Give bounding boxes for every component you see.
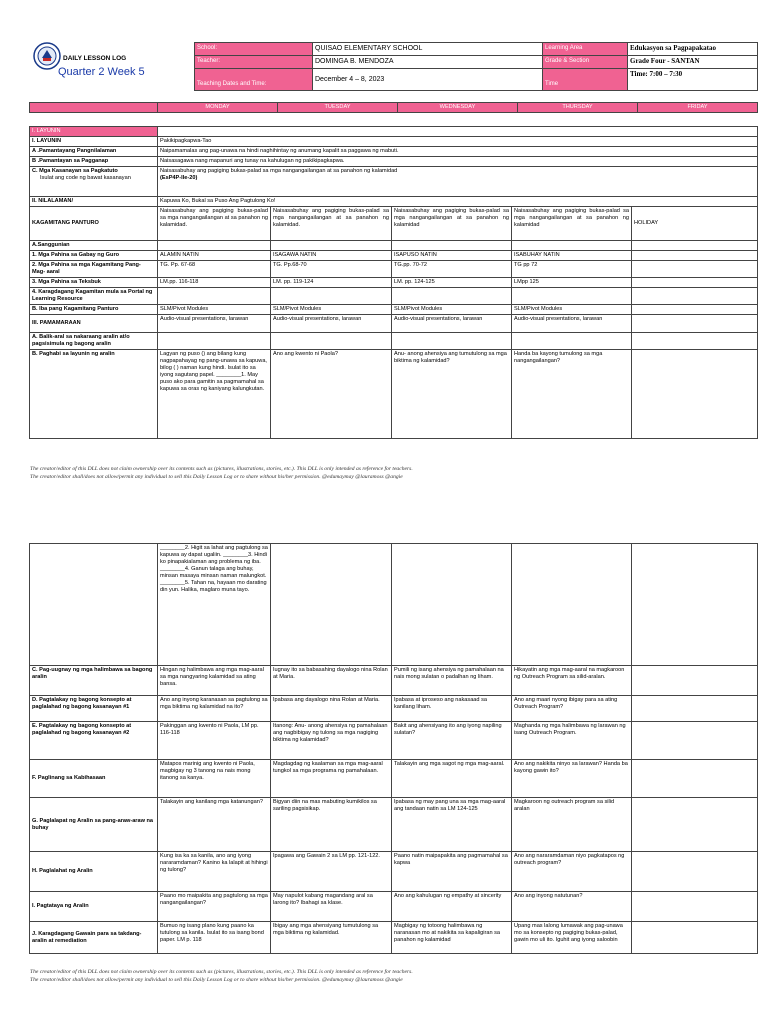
- area-value: Edukasyon sa Pagpapakatao: [628, 43, 758, 56]
- layunin-value: Pakikipagkapwa-Tao: [158, 137, 758, 147]
- teacher-label: Teacher:: [195, 56, 313, 69]
- pamantayan-pagganap-label: B .Pamantayan sa Pagganap: [30, 157, 158, 167]
- paglalahat-wednesday: Paano natin maipapakita ang pagmamahal sa kapwa: [392, 852, 512, 892]
- pagtalakay-2-thursday: Maghanda ng mga halimbawa ng larawan ng isang Outreach Program.: [512, 722, 632, 760]
- paghabi-tuesday: Ano ang kwento ni Paola?: [271, 350, 392, 439]
- dates-value: December 4 – 8, 2023: [313, 69, 543, 91]
- iba-pang-kagamitan-monday: SLM/Pivot Modules: [158, 305, 271, 315]
- header-info-table: [194, 42, 758, 91]
- paglinang-wednesday: Talakayin ang mga sagot ng mga mag-aaral.: [392, 760, 512, 798]
- paglalahat-tuesday: Ipagawa ang Gawain 2 sa LM pp. 121-122.: [271, 852, 392, 892]
- pamamaraan-wednesday: Audio-visual presentations, larawan: [392, 315, 512, 333]
- paglalahat-label: H. Paglalahat ng Aralin: [30, 852, 158, 892]
- time-value: Time: 7:00 – 7:30: [628, 69, 758, 91]
- disclaimer-line1: The creator/editor of this DLL does not claim ownership over its contents such as (pictures, illustrations, stories, etc.). This DLL is only intended as reference for teachers.: [30, 466, 413, 472]
- paghabi-thursday: Handa ba kayong tumulong sa mga nangangailangan?: [512, 350, 632, 439]
- day-tuesday: TUESDAY: [278, 103, 398, 113]
- lesson-table-page2: [29, 543, 758, 954]
- grade-value: Grade Four - SANTAN: [628, 56, 758, 69]
- day-thursday: THURSDAY: [518, 103, 638, 113]
- kagamitang-tuesday: Naisasabuhay ang pagiging bukas-palad sa mga nangangailangan at sa panahon ng kalamidad.: [271, 207, 392, 241]
- area-label: Learning Area: [543, 43, 628, 56]
- kagamitang-panturo-label: KAGAMITANG PANTURO: [30, 207, 158, 241]
- gabay-guro-monday: ALAMIN NATIN: [158, 251, 271, 261]
- iba-pang-kagamitan-label: B. Iba pang Kagamitang Panturo: [30, 305, 158, 315]
- kagamitang-wednesday: Naisasabuhay ang pagiging bukas-palad sa mga nangangailangan at sa panahon ng kalamidad: [392, 207, 512, 241]
- deped-seal: [33, 42, 61, 70]
- pamamaraan-thursday: Audio-visual presentations, larawan: [512, 315, 632, 333]
- karagdagang-gawain-tuesday: Ibigay ang mga ahensiyang tumutulong sa mga biktima ng kalamidad.: [271, 922, 392, 954]
- kagamitang-mag-aaral-label: 2. Mga Pahina sa mga Kagamitang Pang- Mag- aaral: [30, 261, 158, 278]
- paglalapat-tuesday: Bigyan diin na mas mabuting kumikilos sa sariling pagsisikap.: [271, 798, 392, 852]
- kasanayan-label: C. Mga Kasanayan sa Pagkatuto: [32, 168, 118, 174]
- quarter-title: Quarter 2 Week 5: [58, 66, 145, 78]
- pagtalakay-2-monday: Pakinggan ang kwento ni Paola, LM pp. 116-118: [158, 722, 271, 760]
- layunin-label: I. LAYUNIN: [30, 137, 158, 147]
- day-monday: MONDAY: [158, 103, 278, 113]
- paglalahat-monday: Kung isa ka sa kanila, ano ang iyong nararamdaman? Kanino ka lalapit at hihingi ng tulong?: [158, 852, 271, 892]
- paglalapat-monday: Talakayin ang kanilang mga katanungan?: [158, 798, 271, 852]
- grade-label: Grade & Section: [543, 56, 628, 69]
- teacher-value: DOMINGA B. MENDOZA: [313, 56, 543, 69]
- paglinang-thursday: Ano ang nakikita ninyo sa larawan? Handa ba kayong gawin ito?: [512, 760, 632, 798]
- pagtalakay-2-tuesday: Itanong: Anu- anong ahensiya ng pamahalaan ang nagbibigay ng tulong sa mga nagiging biktima ng kalamidad?: [271, 722, 392, 760]
- school-value: QUISAO ELEMENTARY SCHOOL: [313, 43, 543, 56]
- pagtataya-monday: Paano mo maipakita ang pagtulong sa mga nangangailangan?: [158, 892, 271, 922]
- pag-uugnay-wednesday: Pumili ng isang ahensiya ng pamahalaan na nais mong sulatan o padalhan ng liham.: [392, 666, 512, 696]
- kagamitang-mag-aaral-wednesday: TG.pp. 70-72: [392, 261, 512, 278]
- iba-pang-kagamitan-tuesday: SLM/Pivot Modules: [271, 305, 392, 315]
- dll-title: DAILY LESSON LOG: [63, 55, 127, 62]
- pag-uugnay-monday: Hingan ng halimbawa ang mga mag-aaral sa mga nangyaring kalamidad sa ating bansa.: [158, 666, 271, 696]
- time-label: Time: [543, 69, 628, 91]
- kagamitang-friday: HOLIDAY: [632, 207, 758, 241]
- paghabi-monday-cont: ________2. Higit sa lahat ang pagtulong sa kapuwa ay dapat ugaliin. ________3. Hindi ko pinapakialaman ang problema ng iba. ________4. Ganun talaga ang buhay, minsan masaya minsan naman malungkot. ________5. Tahan na, hayaan mo darating din yun. Halika, maglaro muna tayo.: [158, 544, 271, 666]
- disclaimer-page2: [30, 969, 760, 984]
- paghabi-wednesday: Anu- anong ahensiya ang tumutulong sa mga biktima ng kalamidad?: [392, 350, 512, 439]
- kasanayan-label-cell: [30, 167, 158, 197]
- pagtalakay-1-thursday: Ano ang maari nyong ibigay para sa ating Outreach Program?: [512, 696, 632, 722]
- karagdagang-gawain-wednesday: Magbigay ng totoong halimbawa ng naranasan mo at nakikita sa kapaligiran sa panahon ng kalamidad: [392, 922, 512, 954]
- karagdagang-gawain-monday: Bumuo ng isang plano kung paano ka tutulong sa kanila. Isulat ito sa isang bond paper. LM p. 118: [158, 922, 271, 954]
- pagtataya-tuesday: May napulot kabang magandang aral sa larong ito? Ibahagi sa klase.: [271, 892, 392, 922]
- pagtalakay-1-label: D. Pagtalakay ng bagong konsepto at paglalahad ng bagong kasanayan #1: [30, 696, 158, 722]
- paglalapat-label: G. Paglalapat ng Aralin sa pang-araw-araw na buhay: [30, 798, 158, 852]
- pamantayang-pangnilalaman-value: Naipamamalas ang pag-unawa na hindi naghihintay ng anumang kapalit sa paggawa ng mabuti.: [158, 147, 758, 157]
- pagtataya-thursday: Ano ang inyong natutunan?: [512, 892, 632, 922]
- gabay-guro-wednesday: ISAPUSO NATIN: [392, 251, 512, 261]
- paghabi-layunin-label: B. Paghabi sa layunin ng aralin: [30, 350, 158, 439]
- day-friday: FRIDAY: [638, 103, 758, 113]
- paglalahat-thursday: Ano ang nararamdaman niyo pagkatapos ng outreach program?: [512, 852, 632, 892]
- teksbuk-thursday: LMpp 125: [512, 278, 632, 288]
- iba-pang-kagamitan-wednesday: SLM/Pivot Modules: [392, 305, 512, 315]
- pagtalakay-1-wednesday: Ipabasa at iproseso ang nakasaad sa kanilang liham.: [392, 696, 512, 722]
- karagdagang-gawain-thursday: Upang mas lalong lumawak ang pag-unawa mo sa konsepto ng pagiging bukas-palad, gawin mo uli ito. Iguhit ang iyong saloobin: [512, 922, 632, 954]
- kagamitang-mag-aaral-thursday: TG pp 72: [512, 261, 632, 278]
- disclaimer-line2: The creator/editor shall/does not allow/permit any individual to sell this Daily Lesson Log or to share without his/her permission. @edumaymay @lauramoss @angie: [30, 473, 403, 480]
- day-header-row: [29, 102, 758, 113]
- pamamaraan-monday: Audio-visual presentations, larawan: [158, 315, 271, 333]
- pagtalakay-1-monday: Ano ang inyong karanasan sa pagtulong sa mga biktima ng kalamidad na ito?: [158, 696, 271, 722]
- pagtataya-label: I. Pagtataya ng Aralin: [30, 892, 158, 922]
- iba-pang-kagamitan-thursday: SLM/Pivot Modules: [512, 305, 632, 315]
- kasanayan-value: Naisasabuhay ang pagiging bukas-palad sa mga nangangailangan at sa panahon ng kalamidad: [160, 168, 398, 174]
- layunin-banner: I. LAYUNIN: [30, 127, 158, 137]
- kasanayan-value-cell: [158, 167, 758, 197]
- balik-aral-label: A. Balik-aral sa nakaraang aralin at/o pagsisimula ng bagong aralin: [30, 333, 158, 350]
- teksbuk-tuesday: LM. pp. 119-124: [271, 278, 392, 288]
- gabay-guro-tuesday: ISAGAWA NATIN: [271, 251, 392, 261]
- pamantayan-pagganap-value: Naisasagawa nang mapanuri ang tunay na kahulugan ng pakikipagkapwa.: [158, 157, 758, 167]
- disclaimer-line2: The creator/editor shall/does not allow/permit any individual to sell this Daily Lesson Log or to share without his/her permission. @edumaymay @lauramoss @angie: [30, 976, 403, 983]
- school-label: School:: [195, 43, 313, 56]
- pamantayang-pangnilalaman-label: A .Pamantayang Pangnilalaman: [30, 147, 158, 157]
- pagtalakay-1-tuesday: Ipabasa ang dayalogo nina Rolan at Maria.: [271, 696, 392, 722]
- pamamaraan-label: III. PAMAMARAAN: [30, 315, 158, 333]
- kagamitang-mag-aaral-monday: TG. Pp. 67-68: [158, 261, 271, 278]
- kasanayan-code: (EsP4P-IIe-20): [160, 175, 198, 181]
- gabay-guro-label: 1. Mga Pahina sa Gabay ng Guro: [30, 251, 158, 261]
- pag-uugnay-thursday: Hikayatin ang mga mag-aaral na magkaroon ng Outreach Program sa silid-aralan.: [512, 666, 632, 696]
- teksbuk-monday: LM.pp. 116-118: [158, 278, 271, 288]
- pag-uugnay-label: C. Pag-uugnay ng mga halimbawa sa bagong aralin: [30, 666, 158, 696]
- gabay-guro-thursday: ISABUHAY NATIN: [512, 251, 632, 261]
- pagtalakay-2-label: E. Pagtalakay ng bagong konsepto at paglalahad ng bagong kasanayan #2: [30, 722, 158, 760]
- kasanayan-sublabel: Isulat ang code ng bawat kasanayan: [40, 175, 131, 181]
- nilalaman-value: Kapuwa Ko, Bukal sa Puso Ang Pagtulong Ko!: [158, 197, 758, 207]
- lesson-table-page1: [29, 126, 758, 439]
- pagtataya-wednesday: Ano ang kahulugan ng empathy at sincerity: [392, 892, 512, 922]
- paglalapat-wednesday: Ipabasa ng may pang una sa mga mag-aaral ang tandaan natin sa LM 124-125: [392, 798, 512, 852]
- kagamitang-monday: Naisasabuhay ang pagiging bukas-palad sa mga nangangailangan at sa panahon ng kalamidad.: [158, 207, 271, 241]
- kagamitang-mag-aaral-tuesday: TG. Pp.68-70: [271, 261, 392, 278]
- kagamitang-thursday: Naisasabuhay ang pagiging bukas-palad sa mga nangangailangan at sa panahon ng kalamidad: [512, 207, 632, 241]
- disclaimer-page1: [30, 466, 760, 481]
- paghabi-monday: Lagyan ng puso () ang bilang kung nagpapahayag ng pang-unawa sa kapuwa, bilog ( ) naman kung hindi. Isulat ito sa iyong sagutang papel. ________1. May puso ako para gamitin sa pagmamahal sa kapuwa sa oras ng kaniyang kalungkutan.: [158, 350, 271, 439]
- teksbuk-label: 3. Mga Pahina sa Teksbuk: [30, 278, 158, 288]
- portal-lr-label: 4. Karagdagang Kagamitan mula sa Portal ng Learning Resource: [30, 288, 158, 305]
- disclaimer-line1: The creator/editor of this DLL does not claim ownership over its contents such as (pictures, illustrations, stories, etc.). This DLL is only intended as reference for teachers.: [30, 969, 413, 975]
- karagdagang-gawain-label: J. Karagdagang Gawain para sa takdang- aralin at remediation: [30, 922, 158, 954]
- pagtalakay-2-wednesday: Bakit ang ahensiyang ito ang iyong napiling sulatan?: [392, 722, 512, 760]
- teksbuk-wednesday: LM. pp. 124-125: [392, 278, 512, 288]
- nilalaman-label: II. NILALAMAN/: [30, 197, 158, 207]
- dates-label: Teaching Dates and Time:: [195, 69, 313, 91]
- paglinang-label: F. Paglinang sa Kabihasaan: [30, 760, 158, 798]
- sanggunian-label: A.Sanggunian: [30, 241, 158, 251]
- paglalapat-thursday: Magkaroon ng outreach program sa silid aralan: [512, 798, 632, 852]
- pamamaraan-tuesday: Audio-visual presentations, larawan: [271, 315, 392, 333]
- day-wednesday: WEDNESDAY: [398, 103, 518, 113]
- paglinang-tuesday: Magdagdag ng kaalaman sa mga mag-aaral tungkol sa mga programa ng pamahalaan.: [271, 760, 392, 798]
- paglinang-monday: Matapos marinig ang kwento ni Paola, magbigay ng 3 tanong na nais mong itanong sa kanya.: [158, 760, 271, 798]
- pag-uugnay-tuesday: Iugnay ito sa babasahing dayalogo nina Rolan at Maria.: [271, 666, 392, 696]
